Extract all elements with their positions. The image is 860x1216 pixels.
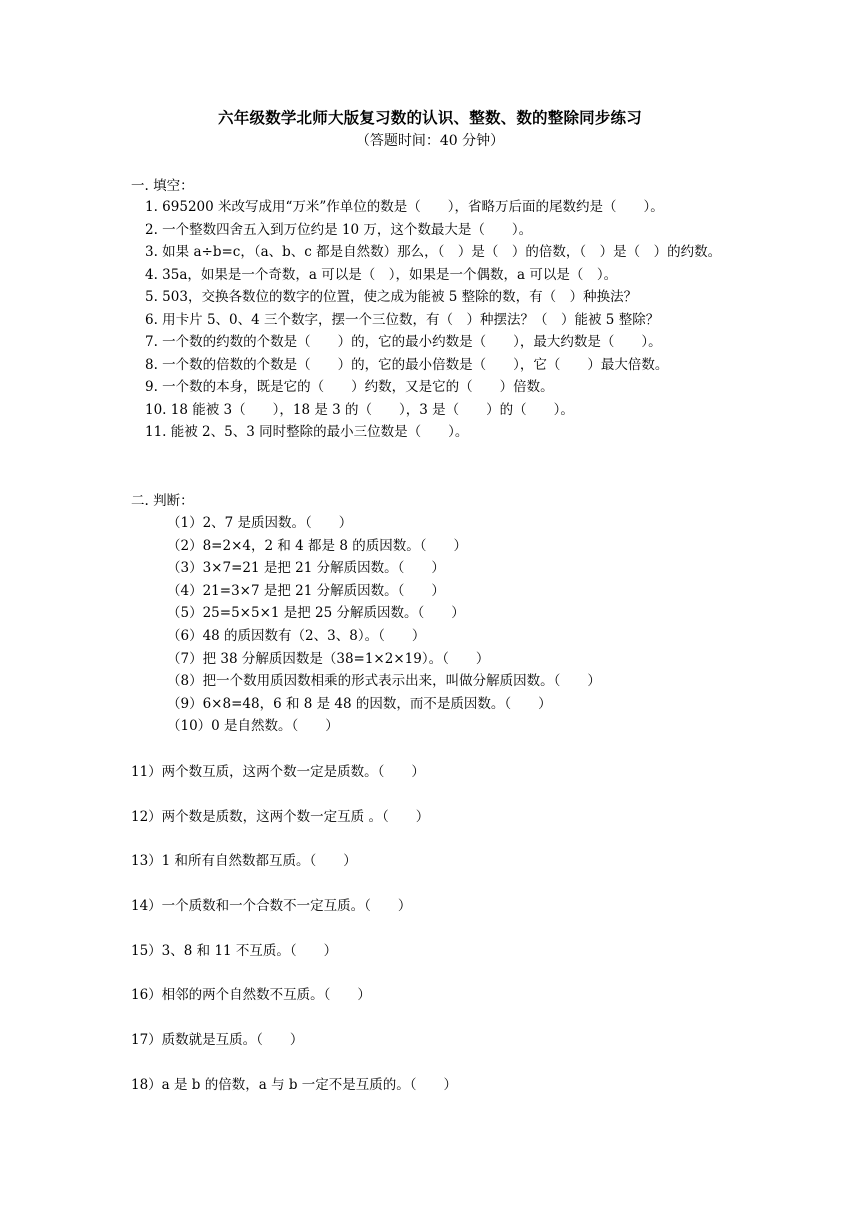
judge-item-18: 18）a 是 b 的倍数，a 与 b 一定不是互质的。（ ） xyxy=(131,1076,458,1093)
fill-item-11: 11. 能被 2、5、3 同时整除的最小三位数是（ ）。 xyxy=(145,424,469,440)
fill-item-4: 4. 35a，如果是一个奇数，a 可以是（ ），如果是一个偶数，a 可以是（ ）。 xyxy=(145,266,618,283)
fill-item-1: 1. 695200 米改写成用“万米”作单位的数是（ ），省略万后面的尾数约是（ ）。 xyxy=(145,199,664,215)
page-subtitle: （答题时间：40 分钟） xyxy=(355,133,505,149)
fill-item-9: 9. 一个数的本身，既是它的（ ）约数，又是它的（ ）倍数。 xyxy=(145,379,554,395)
fill-item-6: 6. 用卡片 5、0、4 三个数字，摆一个三位数，有（ ）种摆法？（ ）能被 5 整除？ xyxy=(145,311,660,328)
fill-item-2: 2. 一个整数四舍五入到万位约是 10 万，这个数最大是（ ）。 xyxy=(145,221,533,238)
fill-item-5: 5. 503，交换各数位的数字的位置，使之成为能被 5 整除的数，有（ ）种换法？ xyxy=(145,289,638,305)
fill-item-7: 7. 一个数的约数的个数是（ ）的，它的最小约数是（ ），最大约数是（ ）。 xyxy=(145,334,662,350)
judge-list-continued xyxy=(131,760,457,1118)
judge-item-17: 17）质数就是互质。（ ） xyxy=(131,1032,304,1049)
judge-item-3: （3）3×7=21 是把 21 分解质因数。（ ） xyxy=(167,560,445,577)
judge-item-14: 14）一个质数和一个合数不一定互质。（ ） xyxy=(131,898,412,915)
judge-item-13: 13）1 和所有自然数都互质。（ ） xyxy=(131,853,357,870)
judge-item-12: 12）两个数是质数，这两个数一定互质 。（ ） xyxy=(131,808,430,825)
judge-item-8: （8）把一个数用质因数相乘的形式表示出来，叫做分解质因数。（ ） xyxy=(167,673,601,690)
judge-item-6: （6）48 的质因数有（2、3、8）。（ ） xyxy=(167,627,426,644)
judge-item-5: （5）25=5×5×1 是把 25 分解质因数。（ ） xyxy=(167,605,465,622)
page-title: 六年级数学北师大版复习数的认识、整数、数的整除同步练习 xyxy=(218,108,642,127)
fill-in-list xyxy=(131,196,741,444)
judge-item-9: （9）6×8=48，6 和 8 是 48 的因数，而不是质因数。（ ） xyxy=(167,695,552,712)
judge-item-16: 16）相邻的两个自然数不互质。（ ） xyxy=(131,987,371,1004)
section-fill-heading: 一. 填空： xyxy=(131,178,194,194)
judge-item-15: 15）3、8 和 11 不互质。（ ） xyxy=(131,942,338,959)
judge-item-10: （10）0 是自然数。（ ） xyxy=(167,718,339,735)
judge-item-4: （4）21=3×7 是把 21 分解质因数。（ ） xyxy=(167,582,445,599)
judge-item-7: （7）把 38 分解质因数是（38=1×2×19）。（ ） xyxy=(167,650,490,667)
judge-item-2: （2）8=2×4，2 和 4 都是 8 的质因数。（ ） xyxy=(167,537,467,554)
section-judge-heading: 二. 判断： xyxy=(131,493,194,509)
fill-item-3: 3. 如果 a÷b=c，（a、b、c 都是自然数）那么，（ ）是（ ）的倍数，（ ）是（ ）的约数。 xyxy=(145,244,722,260)
judge-item-11: 11）两个数互质，这两个数一定是质数。（ ） xyxy=(131,764,425,780)
fill-item-10: 10. 18 能被 3（ ），18 是 3 的（ ），3 是（ ）的（ ）。 xyxy=(145,401,574,418)
judge-item-1: （1）2、7 是质因数。（ ） xyxy=(167,515,353,531)
fill-item-8: 8. 一个数的倍数的个数是（ ）的，它的最小倍数是（ ），它（ ）最大倍数。 xyxy=(145,356,669,373)
judge-list xyxy=(167,512,601,738)
